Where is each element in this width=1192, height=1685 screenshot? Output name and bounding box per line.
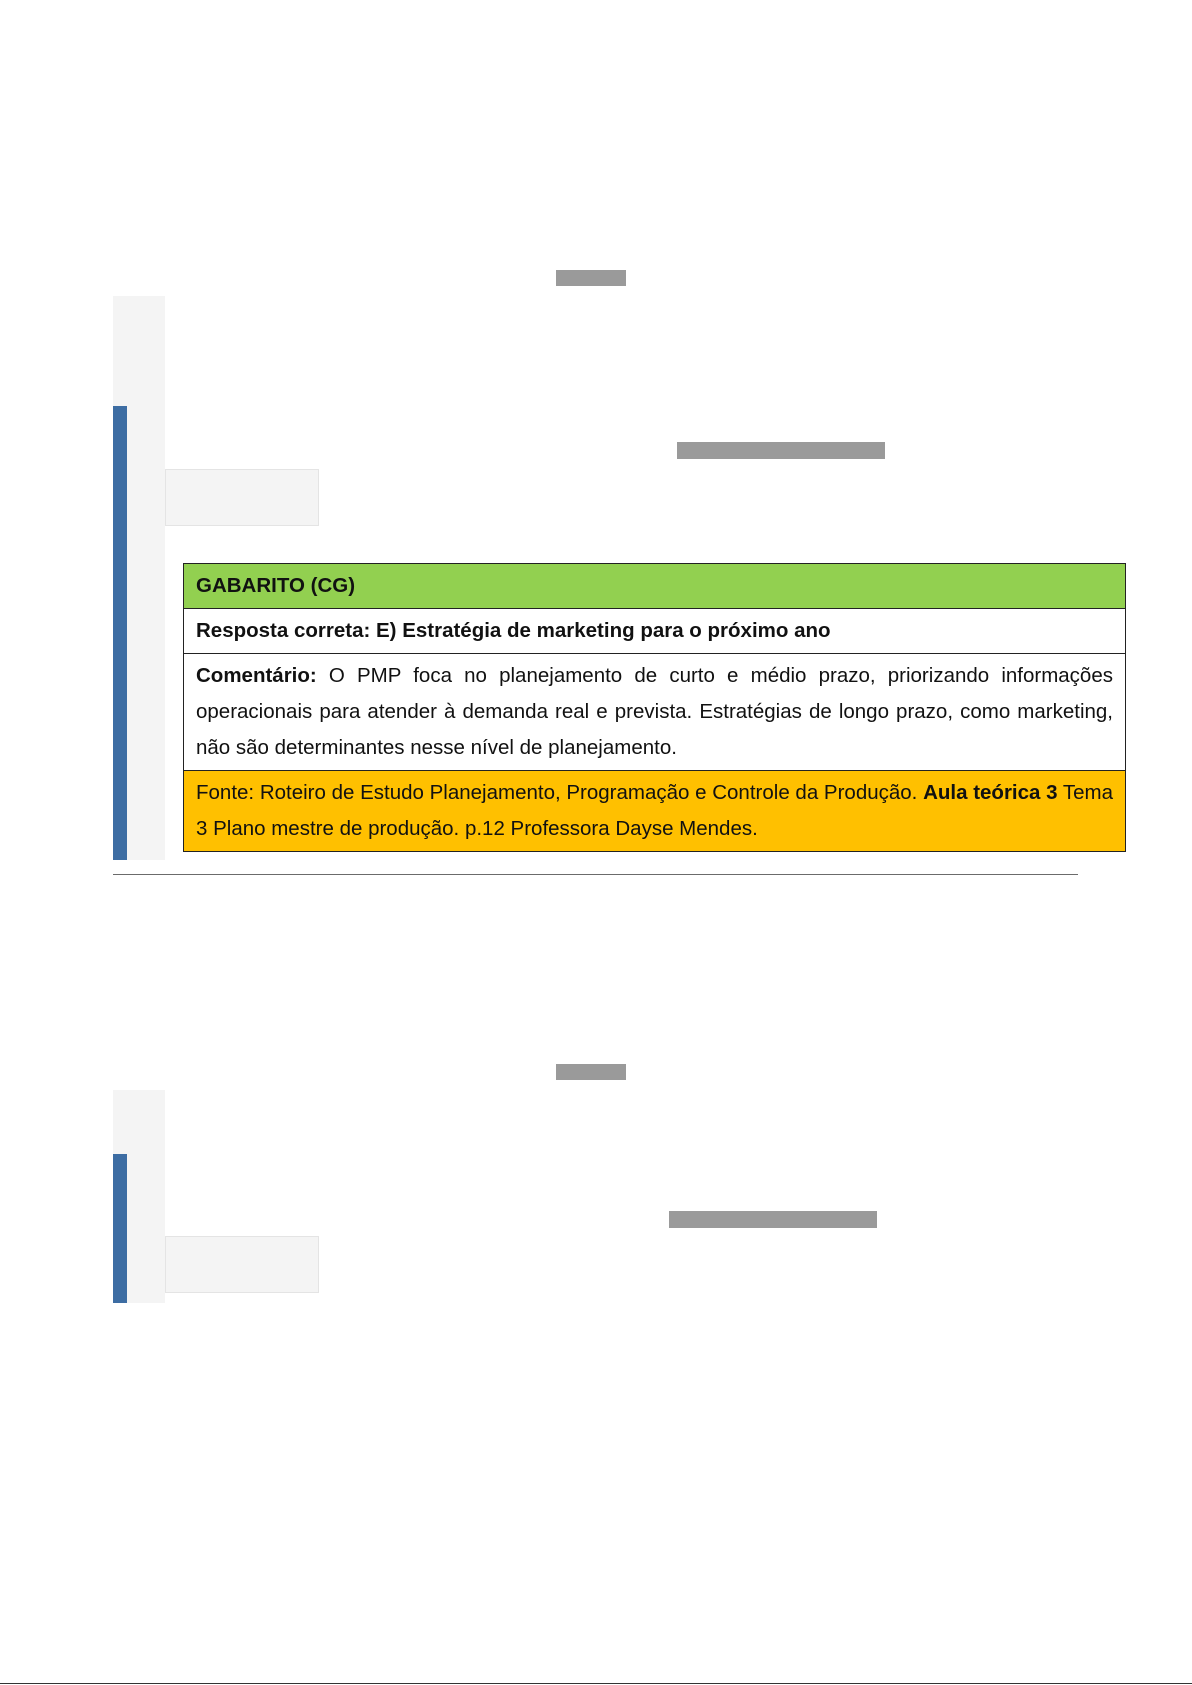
source-text: Fonte: Roteiro de Estudo Planejamento, Programação e Controle da Produção. xyxy=(196,781,918,804)
gabarito-header: GABARITO (CG) xyxy=(184,564,1126,609)
section-divider xyxy=(113,874,1078,875)
answer-input-box[interactable] xyxy=(165,1236,319,1293)
source-cell xyxy=(184,771,1126,852)
comment-cell xyxy=(184,654,1126,771)
comment-label: Comentário: xyxy=(196,664,317,687)
source-lecture: Aula teórica 3 xyxy=(923,781,1058,804)
answer-input-box[interactable] xyxy=(165,469,319,526)
redacted-label xyxy=(556,1064,626,1080)
correct-answer: Resposta correta: E) Estratégia de marketing para o próximo ano xyxy=(184,609,1126,654)
source-rest: Tema 3 Plano mestre de produção. p.12 Professora Dayse Mendes. xyxy=(196,781,1113,840)
question-accent-bar xyxy=(113,1154,127,1303)
gabarito-table xyxy=(183,563,1126,852)
redacted-label xyxy=(677,442,885,459)
redacted-label xyxy=(669,1211,877,1228)
comment-text: O PMP foca no planejamento de curto e médio prazo, priorizando informações operacionais para atender à demanda real e prevista. Estratégias de longo prazo, como marketing, não são determinantes nesse nível de planejamento. xyxy=(196,664,1113,759)
question-accent-bar xyxy=(113,406,127,860)
redacted-label xyxy=(556,270,626,286)
page-footer-rule xyxy=(0,1683,1192,1684)
